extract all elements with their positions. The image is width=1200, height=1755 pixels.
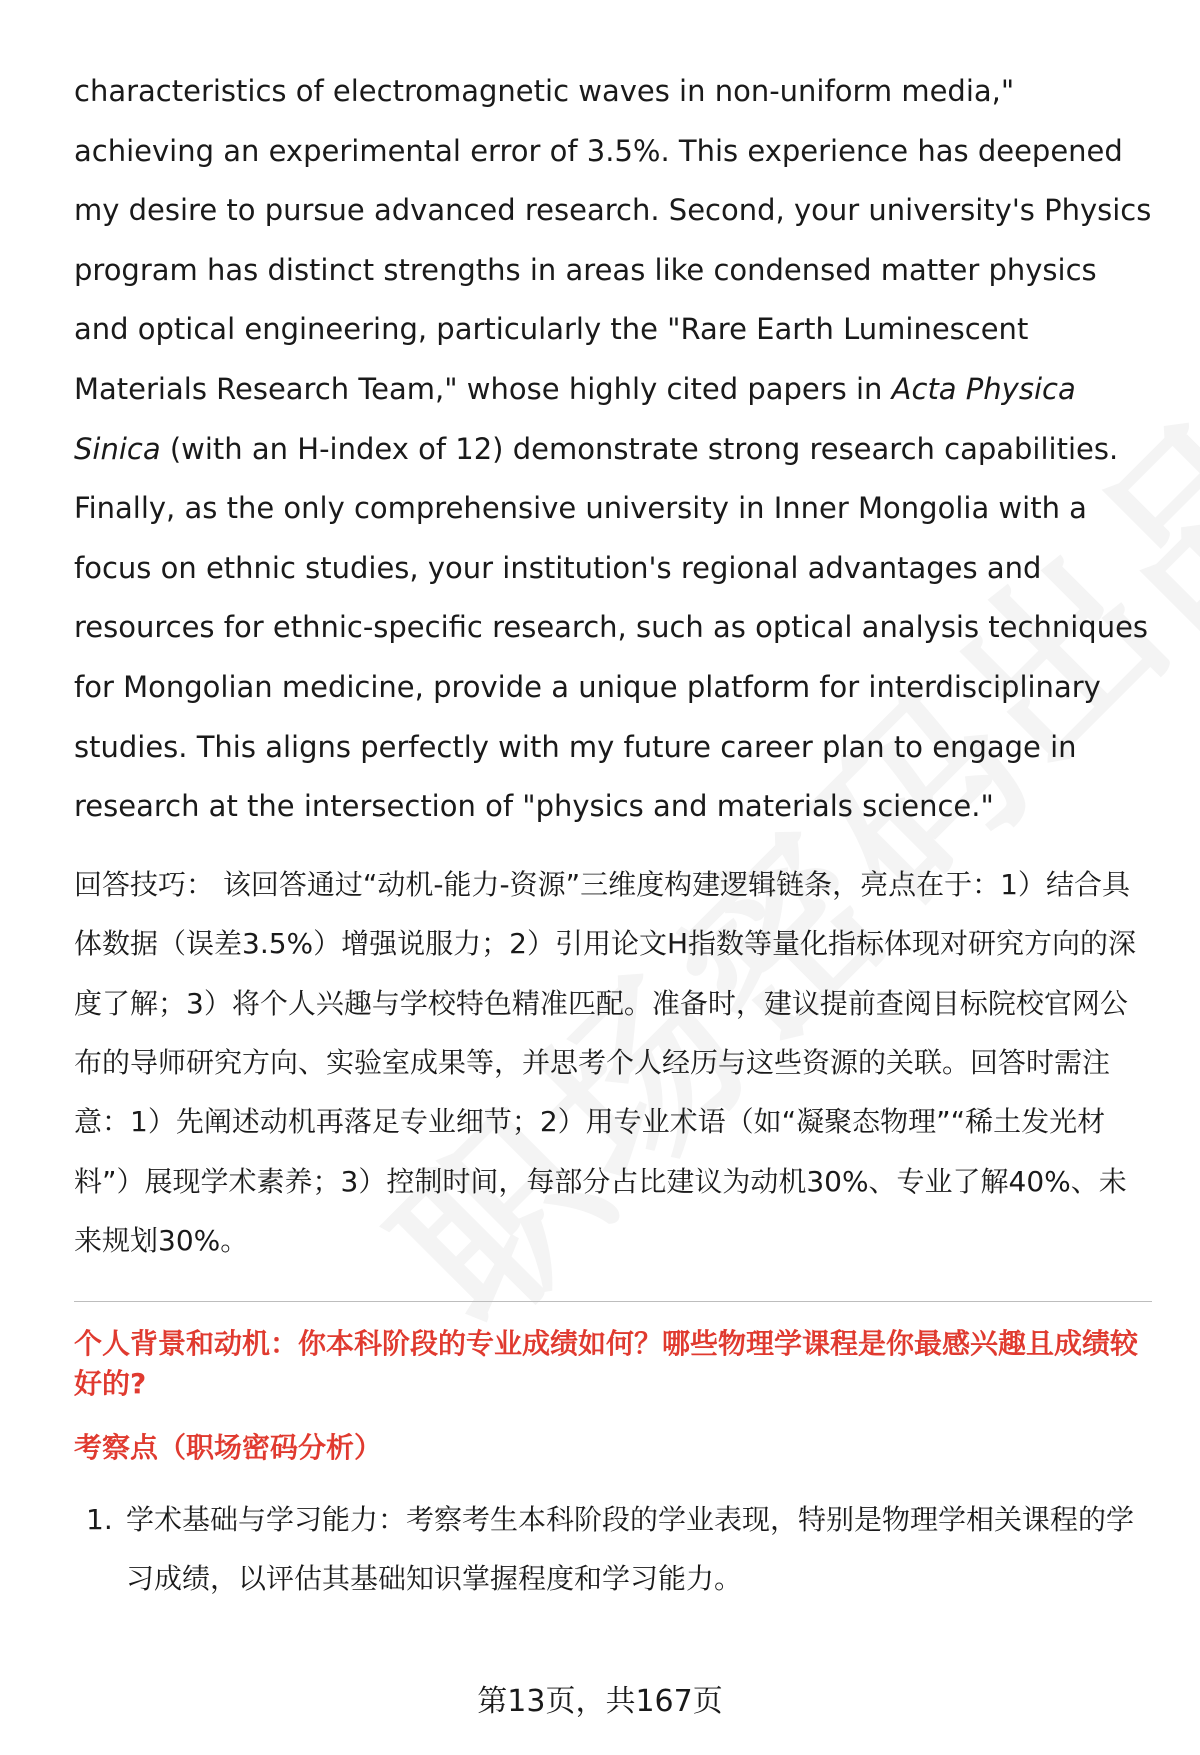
page-number-footer: 第13页，共167页 [477, 1684, 723, 1719]
list-item [74, 1490, 1152, 1608]
page-content [74, 62, 1152, 1608]
analysis-heading: 考察点（职场密码分析） [74, 1430, 383, 1464]
answer-text-part-2: (with an H-index of 12) demonstrate strong research capabilities. Finally, as the only comprehensive university in Inner Mongolia with a focus on ethnic studies, your institution's regional advantages and resources for ethnic-specific research, such as optical analysis techniques for Mongolian medicine, provide a unique platform for interdisciplinary studies. This aligns perfectly with my future career plan to engage in research at the intersection of "physics and materials science." [74, 431, 1149, 824]
answer-tips-paragraph: 回答技巧： 该回答通过“动机-能力-资源”三维度构建逻辑链条，亮点在于：1）结合具体数据（误差3.5%）增强说服力；2）引用论文H指数等量化指标体现对研究方向的深度了解；3）将个人兴趣与学校特色精准匹配。准备时，建议提前查阅目标院校官网公布的导师研究方向、实验室成果等，并思考个人经历与这些资源的关联。回答时需注意：1）先阐述动机再落足专业细节；2）用专业术语（如“凝聚态物理”“稀土发光材料”）展现学术素养；3）控制时间，每部分占比建议为动机30%、专业了解40%、未来规划30%。 [74, 867, 1137, 1258]
section-divider [74, 1301, 1152, 1302]
list-item-number: 1. [86, 1502, 113, 1536]
list-item-text: 学术基础与学习能力：考察考生本科阶段的学业表现，特别是物理学相关课程的学习成绩，以评估其基础知识掌握程度和学习能力。 [126, 1502, 1135, 1595]
journal-title: Acta Physica Sinica [74, 371, 1076, 466]
analysis-points-list [74, 1490, 1152, 1608]
answer-text-part-1: characteristics of electromagnetic waves in non-uniform media," achieving an experimental error of 3.5%. This experience has deepened my desire to pursue advanced research. Second, your university's Physics program has distinct strengths in areas like condensed matter physics and optical engineering, particularly the "Rare Earth Luminescent Materials Research Team," whose highly cited papers in [74, 74, 1152, 406]
question-heading: 个人背景和动机：你本科阶段的专业成绩如何？哪些物理学课程是你最感兴趣且成绩较好的? [74, 1326, 1139, 1400]
answer-paragraph [74, 62, 1152, 837]
